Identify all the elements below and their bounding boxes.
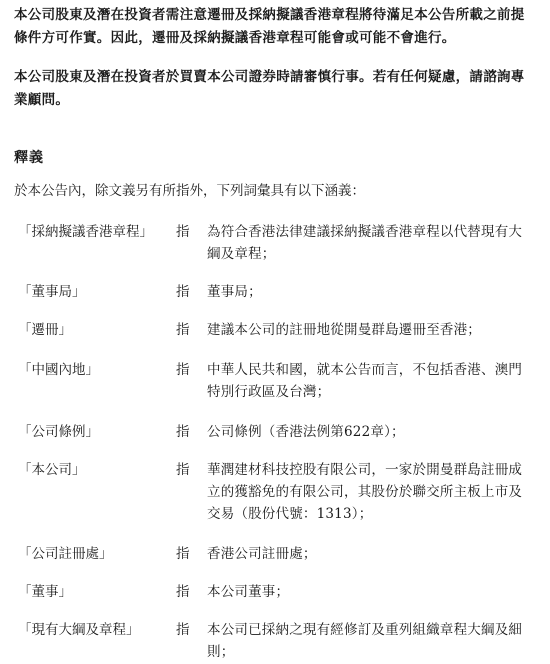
definition-term: 「遷冊」 xyxy=(18,322,72,338)
definition-means: 指 xyxy=(176,622,190,638)
definition-meaning: 為符合香港法律建議採納擬議香港章程以代替現有大綱及章程； xyxy=(207,224,523,262)
definition-meaning: 中華人民共和國，就本公告而言，不包括香港、澳門特別行政區及台灣； xyxy=(207,362,523,400)
definition-means: 指 xyxy=(176,546,190,562)
definition-means: 指 xyxy=(176,584,190,600)
definition-meaning: 公司條例（香港法例第622章）； xyxy=(207,424,405,440)
definition-meaning: 本公司已採納之現有經修訂及重列組織章程大綱及細則； xyxy=(207,622,523,660)
definition-term: 「本公司」 xyxy=(18,462,86,478)
warning-paragraph-caution: 本公司股東及潛在投資者於買賣本公司證券時請審慎行事。若有任何疑慮，請諮詢專業顧問。 xyxy=(14,69,525,108)
definition-term: 「董事」 xyxy=(18,584,72,600)
definition-term: 「公司註冊處」 xyxy=(18,546,113,562)
definition-meaning: 董事局； xyxy=(207,284,262,300)
definition-meaning: 香港公司註冊處； xyxy=(207,546,317,562)
definition-term: 「採納擬議香港章程」 xyxy=(18,224,153,240)
definition-term: 「現有大綱及章程」 xyxy=(18,622,140,638)
definition-term: 「中國內地」 xyxy=(18,362,99,378)
definition-term: 「董事局」 xyxy=(18,284,86,300)
definition-meaning: 本公司董事； xyxy=(207,584,290,600)
definition-meaning: 華潤建材科技控股有限公司，一家於開曼群島註冊成立的獲豁免的有限公司，其股份於聯交所主板上市及交易（股份代號：1313）； xyxy=(207,462,523,522)
definition-means: 指 xyxy=(176,362,190,378)
definition-means: 指 xyxy=(176,424,190,440)
definition-means: 指 xyxy=(176,224,190,240)
definition-means: 指 xyxy=(176,322,190,338)
definitions-intro: 於本公告內，除文義另有所指外，下列詞彙具有以下涵義： xyxy=(14,183,365,199)
definition-means: 指 xyxy=(176,462,190,478)
section-heading-definitions: 釋義 xyxy=(14,150,44,166)
warning-paragraph-conditions: 本公司股東及潛在投資者需注意遷冊及採納擬議香港章程將待滿足本公告所載之前提條件方可作實。因此，遷冊及採納擬議香港章程可能會或可能不會進行。 xyxy=(14,7,525,46)
definition-term: 「公司條例」 xyxy=(18,424,99,440)
definition-means: 指 xyxy=(176,284,190,300)
definition-meaning: 建議本公司的註冊地從開曼群島遷冊至香港； xyxy=(207,322,481,338)
